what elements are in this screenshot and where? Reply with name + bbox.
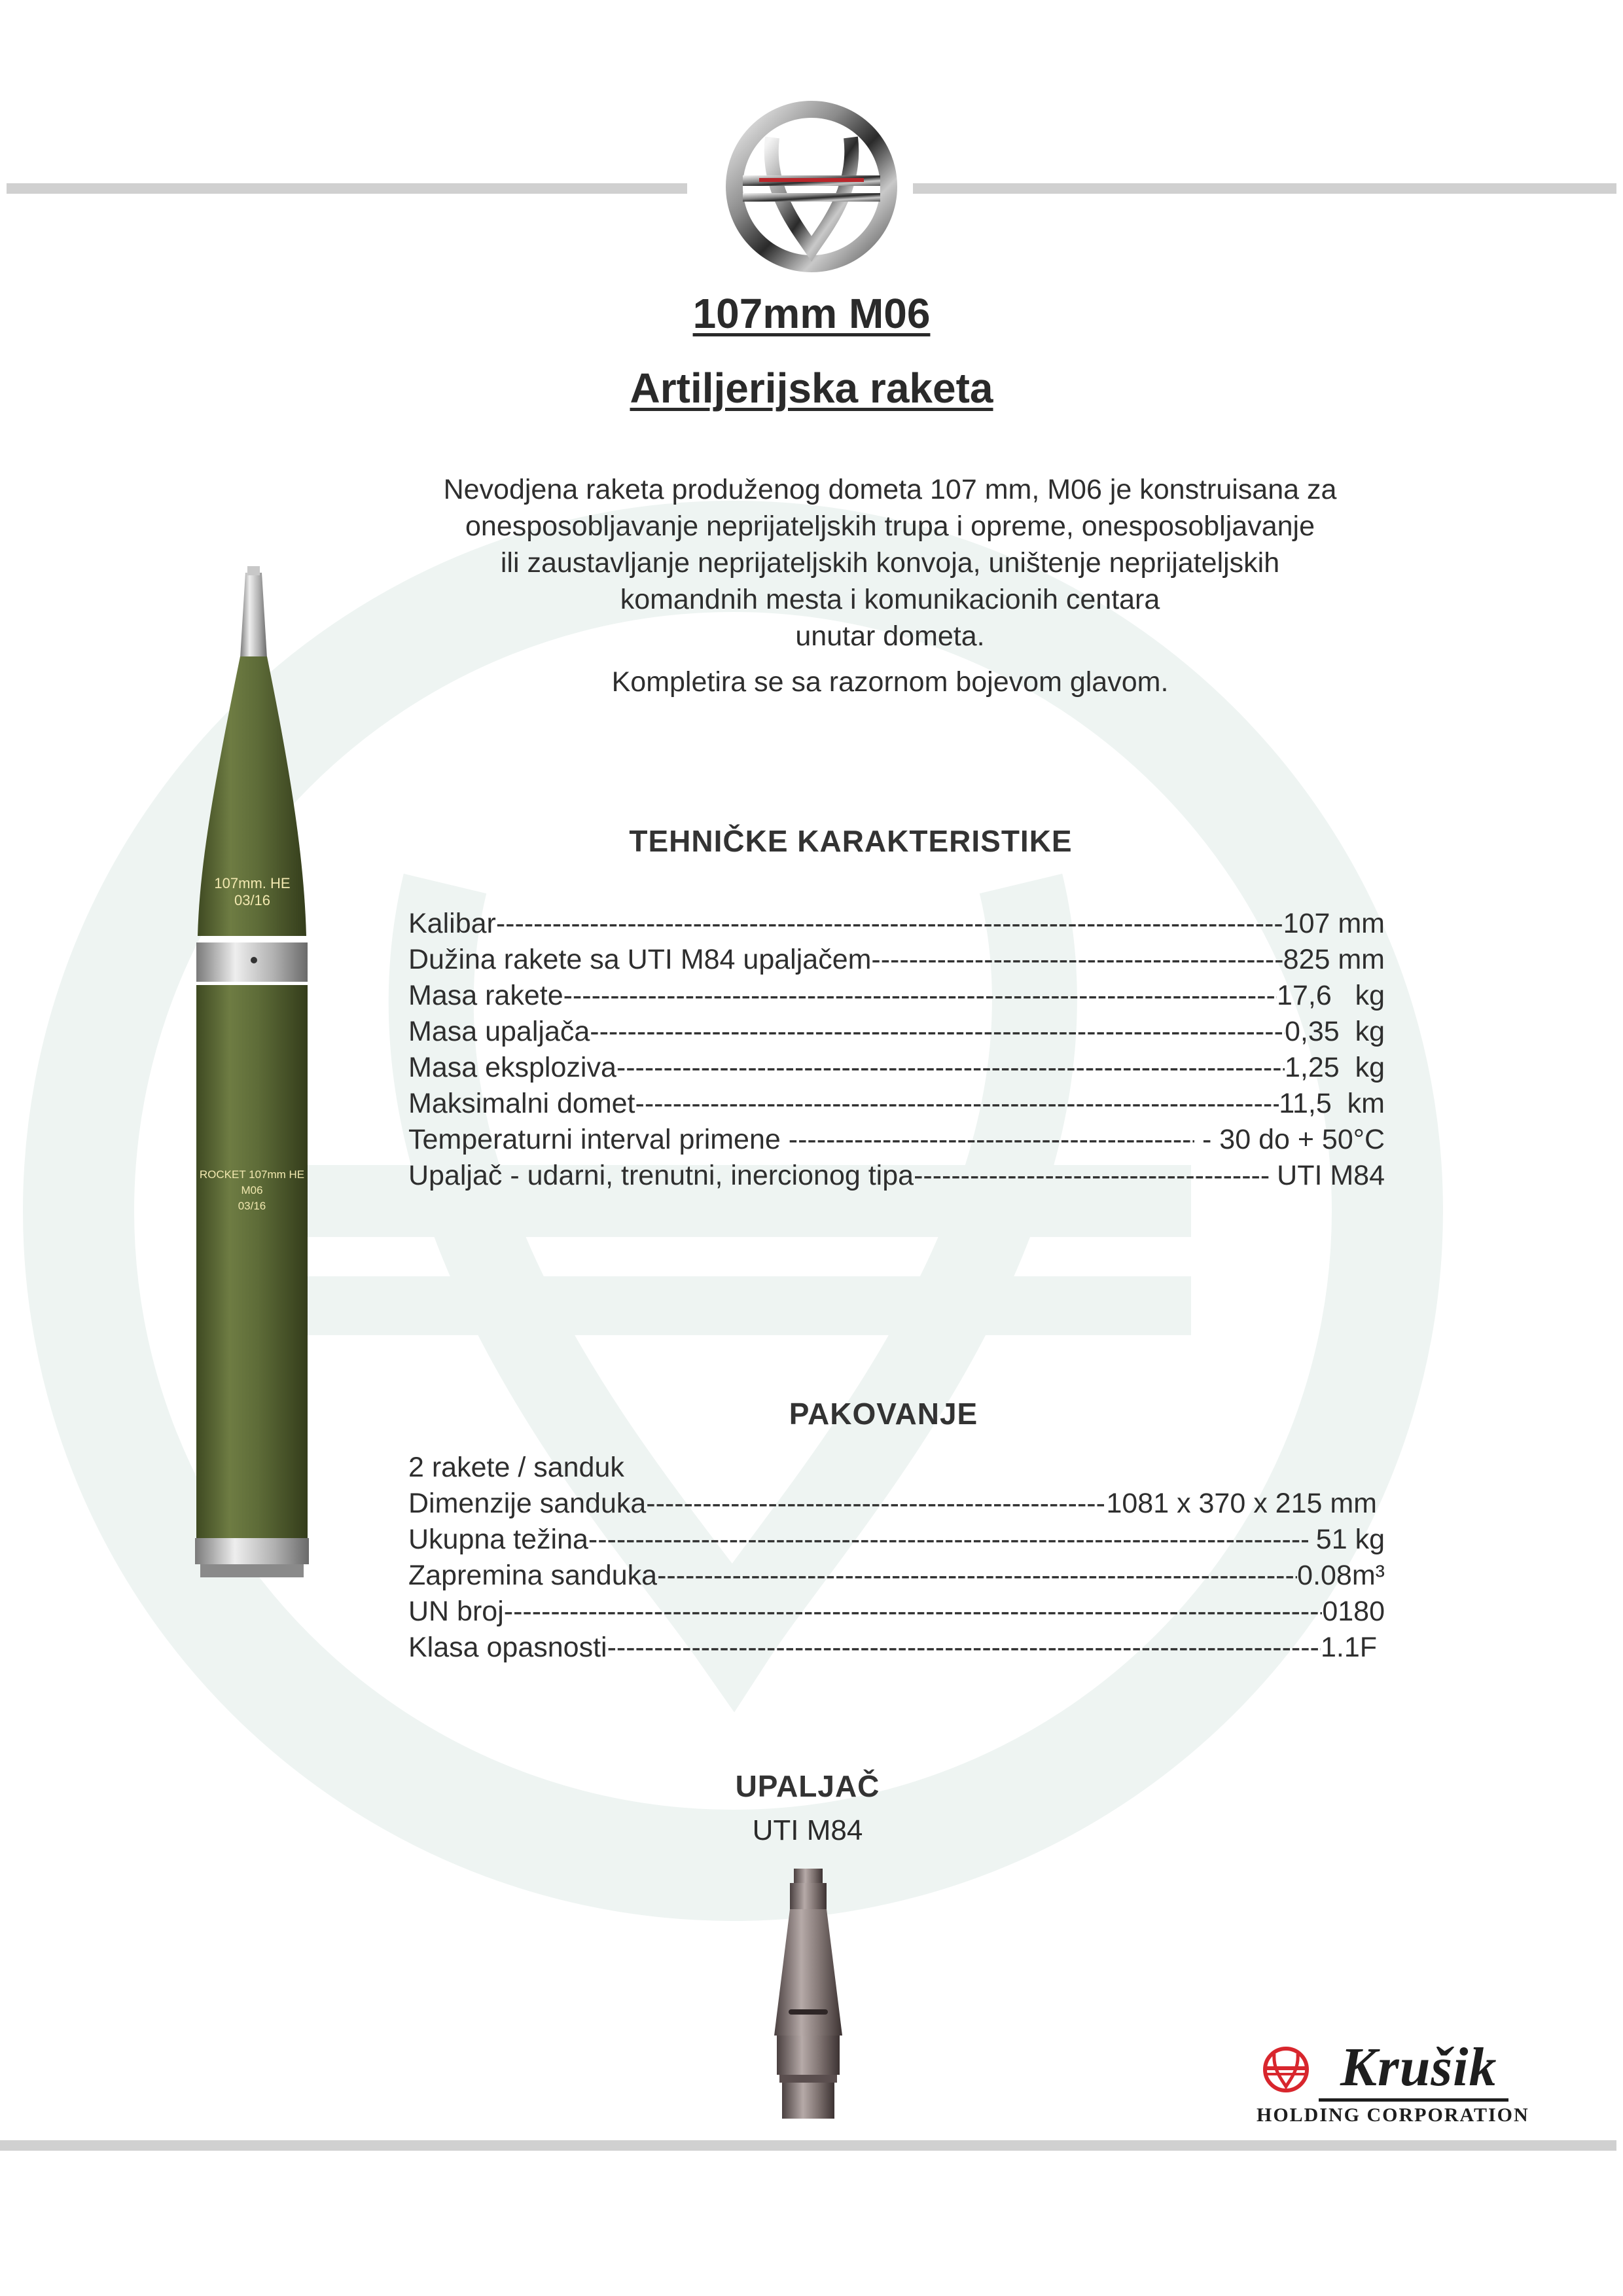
intro-paragraph <box>366 471 1414 700</box>
packing-row: Zapremina sanduka ----- 0.08m³ <box>408 1558 1385 1594</box>
company-emblem-logo <box>720 98 903 275</box>
brand-subtitle: HOLDING CORPORATION <box>1257 2104 1529 2126</box>
spec-row: Masa rakete ----- 17,6 kg <box>408 978 1385 1014</box>
brand-emblem-icon <box>1260 2043 1312 2096</box>
rocket-marking-lot: 03/16 <box>238 1200 266 1212</box>
intro-note: Kompletira se sa razornom bojevom glavom. <box>611 666 1169 698</box>
packing-row: UN broj ----- 0180 <box>408 1594 1385 1630</box>
bottom-rule <box>0 2140 1616 2151</box>
packing-heading: PAKOVANJE <box>789 1397 978 1431</box>
packing-spec-list <box>408 1450 1385 1666</box>
spec-row: Upaljač - udarni, trenutni, inercionog tipa ----- UTI M84 <box>408 1158 1385 1194</box>
spec-row: Kalibar ----- 107 mm <box>408 906 1385 942</box>
intro-line: Nevodjena raketa produženog dometa 107 mm, M06 je konstruisana za <box>443 474 1337 505</box>
top-rule-right <box>913 183 1616 194</box>
fuze-model: UTI M84 <box>752 1814 863 1846</box>
intro-line: unutar dometa. <box>795 620 985 652</box>
brand-name: Krušik <box>1340 2037 1497 2098</box>
packing-row: Ukupna težina ----- 51 kg <box>408 1522 1385 1558</box>
technical-spec-list <box>408 906 1385 1194</box>
spec-row: Masa eksploziva ----- 1,25 kg <box>408 1050 1385 1086</box>
spec-row: Dužina rakete sa UTI M84 upaljačem ----- 825 mm <box>408 942 1385 978</box>
rocket-marking-top <box>195 875 310 909</box>
intro-line: onesposobljavanje neprijateljskih trupa i opreme, onesposobljavanje <box>465 511 1315 542</box>
spec-row: Temperaturni interval primene ----- - 30 do + 50°C <box>408 1122 1385 1158</box>
spec-row: Maksimalni domet ----- 11,5 km <box>408 1086 1385 1122</box>
intro-line: komandnih mesta i komunikacionih centara <box>620 584 1160 615</box>
technical-heading: TEHNIČKE KARAKTERISTIKE <box>629 824 1073 858</box>
top-rule-left <box>7 183 687 194</box>
brand-underline <box>1319 2098 1508 2102</box>
spec-row: Masa upaljača ----- 0,35 kg <box>408 1014 1385 1050</box>
packing-first-line: 2 rakete / sanduk <box>408 1452 624 1483</box>
fuze-illustration <box>762 1869 854 2130</box>
fuze-heading: UPALJAČ <box>735 1769 880 1803</box>
rocket-marking-type: ROCKET 107mm HE M06 <box>199 1168 305 1196</box>
packing-row: Klasa opasnosti ----- 1.1F <box>408 1630 1377 1666</box>
intro-line: ili zaustavljanje neprijateljskih konvoja, uništenje neprijateljskih <box>500 547 1280 579</box>
product-title: 107mm M06 <box>692 290 931 337</box>
rocket-marking-date: 03/16 <box>234 892 271 908</box>
packing-row: Dimenzije sanduka ----- 1081 x 370 x 215 mm <box>408 1486 1377 1522</box>
rocket-marking-caliber: 107mm. HE <box>214 875 291 891</box>
product-subtitle: Artiljerijska raketa <box>630 365 993 412</box>
rocket-marking-low <box>190 1167 314 1214</box>
rocket-illustration <box>177 560 340 1581</box>
